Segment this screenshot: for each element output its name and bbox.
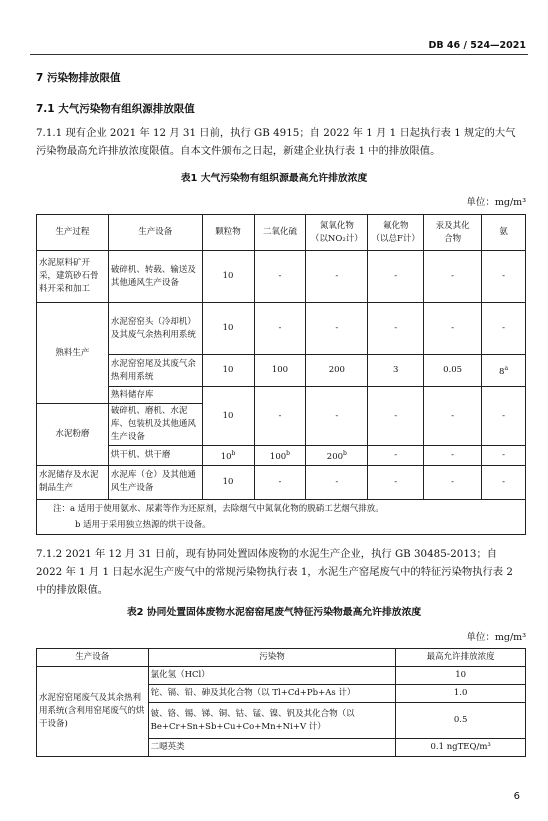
section-heading-7: 7 污染物排放限值	[36, 72, 121, 84]
header-pollutant: 污染物	[148, 649, 396, 667]
table-row: 熟料生产 水泥窑窑头（冷却机）及其废气余热利用系统 10 - - - - -	[37, 303, 526, 355]
table-row: 水泥窑窑尾及其废气余热利用系统 10 100 200 3 0.05 8$^a$	[37, 355, 526, 387]
table1-note-a: 注：a 适用于使用氨水、尿素等作为还原剂，去除烟气中氮氧化物的脱硝工艺烟气排放。	[53, 503, 384, 514]
table-row: 烘干机、烘干磨 10$^b$ 100$^b$ 200$^b$ - - -	[37, 446, 526, 466]
table-row: 熟料储存库 10 - - - - -	[37, 387, 526, 404]
table-row: 二噁英类 0.1 ngTEQ/m³	[37, 739, 526, 757]
header-fluoride: 氟化物 （以总F计）	[368, 215, 424, 251]
header-equipment: 生产设备	[108, 215, 202, 251]
table1-header-row	[37, 215, 526, 251]
table-row: 水泥原料矿开采，建筑砂石骨料开采和加工 破碎机、转载、输送及其他通风生产设备 10 - - - - -	[37, 251, 526, 303]
section-heading-7-1: 7.1 大气污染物有组织源排放限值	[36, 103, 195, 115]
table1-note-b: b 适用于采用独立热源的烘干设备。	[75, 519, 211, 530]
table-row: 铊、镉、铅、砷及其化合物（以 Tl+Cd+Pb+As 计） 1.0	[37, 685, 526, 703]
table-row: 水泥窑窑尾废气及其余热利用系统(含利用窑尾废气的烘干设备) 氯化氢（HCl） 10	[37, 667, 526, 685]
table2-header-row	[37, 649, 526, 667]
paragraph-7-1-1: 7.1.1 现有企业 2021 年 12 月 31 日前，执行 GB 4915；自 2022 年 1 月 1 日起执行表 1 规定的大气污染物最高允许排放浓度限值。自本文件颁布之日起，新建企业执行表 1 中的排放限值。	[36, 127, 516, 157]
table1-caption: 表1 大气污染物有组织源最高允许排放浓度	[180, 173, 368, 184]
header-so2: 二氧化硫	[254, 215, 306, 251]
document-number: DB 46 / 524—2021	[428, 40, 526, 51]
table1-notes-row	[37, 499, 526, 534]
table-row: 水泥储存及水泥制品生产 水泥库（仓）及其他通风生产设备 10 - - - - -	[37, 465, 526, 499]
table2-caption: 表2 协同处置固体废物水泥窑窑尾废气特征污染物最高允许排放浓度	[126, 607, 422, 618]
header-pm: 颗粒物	[202, 215, 254, 251]
table1-unit: 单位：mg/m³	[466, 197, 526, 208]
header-mercury: 汞及其化 合物	[424, 215, 482, 251]
table2-unit: 单位：mg/m³	[466, 632, 526, 643]
paragraph-7-1-2: 7.1.2 2021 年 12 月 31 日前，现有协同处置固体废物的水泥生产企业，执行 GB 30485-2013；自 2022 年 1 月 1 日起水泥生产废气中的常规污染物执行表 1，水泥生产窑尾废气中的特征污染物执行表 2 中的排放限值。	[36, 548, 513, 596]
table2	[36, 648, 526, 757]
table1	[36, 214, 526, 535]
header-rule	[30, 54, 528, 55]
header-equipment: 生产设备	[37, 649, 149, 667]
table-row: 水泥粉磨 破碎机、磨机、水泥库、包装机及其他通风生产设备	[37, 404, 526, 446]
page-number: 6	[513, 791, 520, 802]
table-row: 铍、铬、锡、锑、铜、钴、锰、镍、钒及其化合物（以 Be+Cr+Sn+Sb+Cu+Co+Mn+Ni+V 计） 0.5	[37, 703, 526, 739]
header-process: 生产过程	[37, 215, 109, 251]
header-limit: 最高允许排放浓度	[396, 649, 526, 667]
header-ammonia: 氨	[482, 215, 526, 251]
header-nox: 氮氧化物 （以NO₂计）	[306, 215, 368, 251]
